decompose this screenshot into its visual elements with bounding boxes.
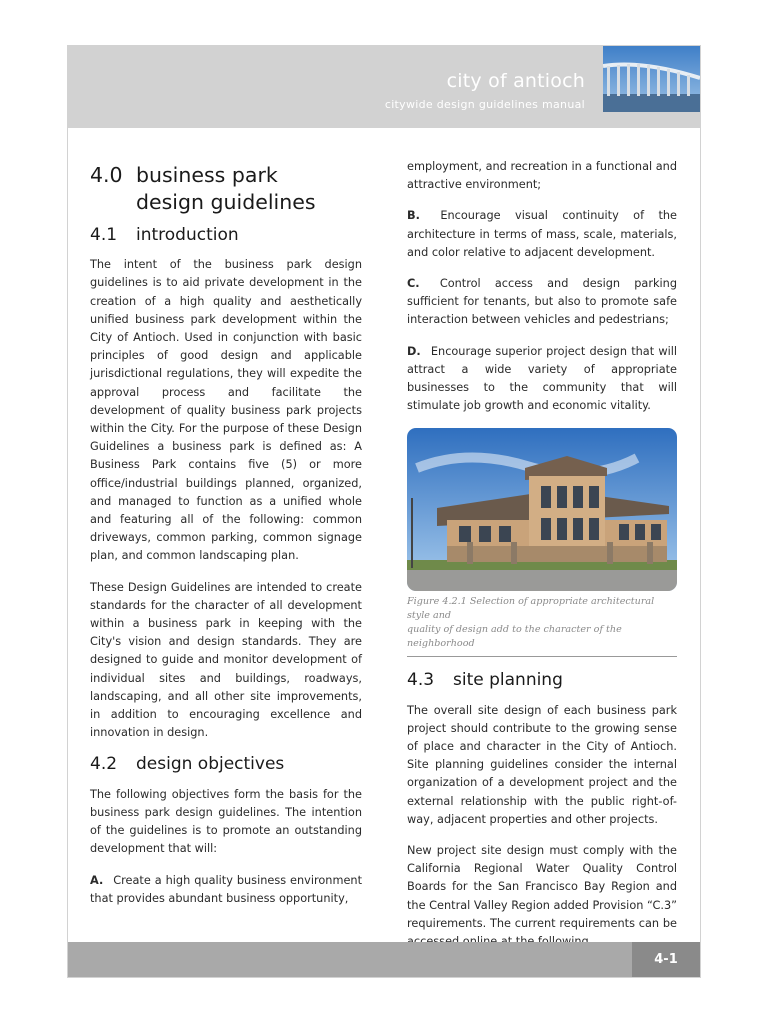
objective-letter: A.	[90, 873, 104, 887]
heading-site-planning	[407, 671, 677, 689]
header-band	[68, 46, 700, 128]
objective-item-c	[407, 275, 677, 330]
intro-paragraph-2: These Design Guidelines are intended to create standards for the character of all development within a business park in keeping with the City's vision and design standards. They are designed to guide and monitor development of individual sites and buildings, roadways, landscaping, and all other site improvements, in addition to encouraging excellence and innovation in design.	[90, 580, 362, 740]
page-number: 4-1	[632, 942, 700, 977]
document-page	[68, 46, 700, 977]
heading-number: 4.3	[407, 670, 435, 691]
heading-text: introduction	[136, 225, 239, 245]
header-title: city of antioch	[446, 70, 585, 92]
building-photo	[407, 428, 677, 591]
section-number: 4.0	[90, 163, 123, 187]
header-subtitle: citywide design guidelines manual	[384, 98, 585, 111]
objective-letter: D.	[407, 344, 421, 358]
objective-item-d	[407, 343, 677, 416]
bridge-photo	[603, 46, 700, 112]
heading-design-objectives	[90, 755, 362, 773]
figure-caption	[407, 595, 677, 657]
footer-band	[68, 942, 700, 977]
right-column	[407, 158, 677, 964]
objective-item-a-continued: employment, and recreation in a functional and attractive environment;	[407, 160, 677, 192]
objective-letter: B.	[407, 209, 420, 223]
left-column	[90, 162, 362, 908]
section-title-line2: design guidelines	[136, 190, 316, 214]
intro-paragraph-1: The intent of the business park design guidelines is to aid private development in the creation of a high quality and aesthetically unified business park development within the City of Antioch. Used in conjunction with basic principles of good design and applicable jurisdictional regulations, they will expedite the approval process and facilitate the development of quality business park projects within the City. For the purpose of these Design Guidelines a business park is defined as: A Business Park contains five (5) or more office/industrial buildings planned, organized, and managed to function as a unified whole and featuring all of the following: common driveways, common parking, common signage plan, and common landscaping plan.	[90, 258, 362, 563]
section-title-line1: business park	[136, 163, 278, 187]
objective-item-b	[407, 207, 677, 262]
site-planning-paragraph-1: The overall site design of each business park project should contribute to the growing sense of place and character in the City of Antioch. Site planning guidelines consider the internal organization of a development project and the external relationship with the public right-of-way, adjacent properties and other projects.	[407, 703, 677, 826]
objective-letter: C.	[407, 277, 420, 291]
caption-line-2: quality of design add to the character of the neighborhood	[407, 624, 622, 650]
heading-introduction	[90, 226, 362, 244]
heading-text: site planning	[453, 670, 563, 691]
objective-text: Create a high quality business environment that provides abundant business opportunity,	[90, 873, 363, 905]
objectives-intro: The following objectives form the basis for the business park design guidelines. The intention of the guidelines is to promote an outstanding development that will:	[90, 787, 362, 856]
heading-number: 4.2	[90, 754, 118, 775]
objective-item-a	[90, 872, 362, 908]
objective-text: Control access and design parking sufficient for tenants, but also to promote safe interaction between vehicles and pedestrians;	[407, 277, 678, 327]
objective-text: Encourage visual continuity of the architecture in terms of mass, scale, materials, and color relative to adjacent development.	[407, 209, 678, 259]
caption-line-1: Figure 4.2.1 Selection of appropriate architectural style and	[407, 596, 655, 622]
section-title	[90, 162, 362, 216]
objective-text: Encourage superior project design that will attract a wide variety of appropriate businesses to the community that will stimulate job growth and economic vitality.	[407, 344, 677, 413]
heading-number: 4.1	[90, 225, 118, 245]
heading-text: design objectives	[136, 754, 285, 775]
site-planning-paragraph-2: New project site design must comply with the California Regional Water Quality Control Boards for the San Francisco Bay Region and the Central Valley Region added Provision “C.3” requirements. The current requirements can be	[407, 844, 677, 930]
